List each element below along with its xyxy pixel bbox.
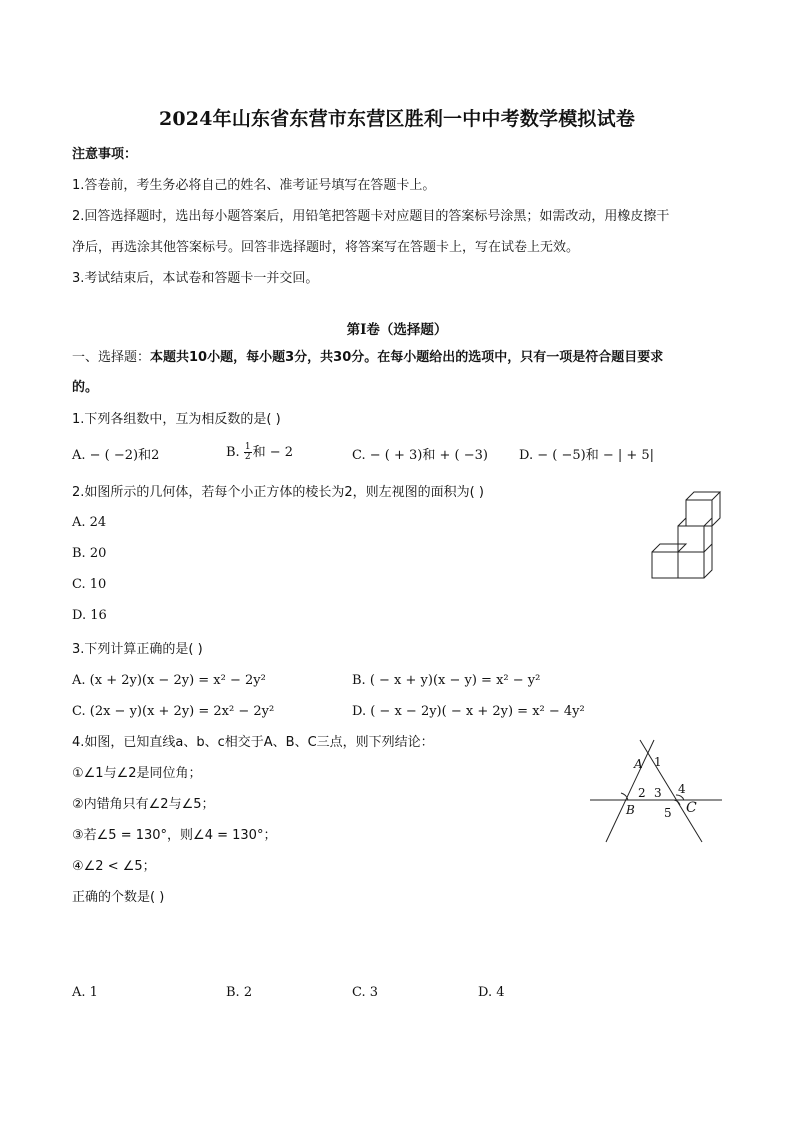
- label-angle-5: 5: [664, 806, 672, 820]
- part1-instructions: [72, 349, 663, 367]
- q1-option-c: C. − ( + 3)和 + ( −3): [352, 448, 488, 463]
- q3-option-a: A. (x + 2y)(x − 2y) = x² − 2y²: [72, 673, 266, 688]
- label-b: B: [626, 803, 635, 817]
- question-3-stem: 3.下列计算正确的是( ): [72, 642, 203, 657]
- q4-statement-3: ③若∠5 = 130°，则∠4 = 130°；: [72, 828, 277, 843]
- question-2-stem: 2.如图所示的几何体，若每个小正方体的棱长为2，则左视图的面积为( ): [72, 485, 484, 500]
- q1-option-a: A. − ( −2)和2: [72, 448, 160, 463]
- q1-option-b-prefix: B.: [226, 445, 240, 460]
- label-angle-2: 2: [638, 786, 646, 800]
- notes-heading: 注意事项：: [72, 147, 138, 162]
- label-angle-1: 1: [654, 755, 662, 769]
- q2-option-a: A. 24: [72, 515, 107, 530]
- intersecting-lines-figure: [588, 738, 724, 844]
- section-heading: 第Ⅰ卷（选择题）: [346, 322, 448, 338]
- q4-ask: 正确的个数是( ): [72, 890, 165, 905]
- q4-statement-1: ①∠1与∠2是同位角；: [72, 766, 202, 781]
- notes-item-1: 1.答卷前，考生务必将自己的姓名、准考证号填写在答题卡上。: [72, 178, 436, 193]
- q4-option-b: B. 2: [226, 985, 253, 1000]
- label-c: C: [686, 800, 697, 816]
- q4-statement-4: ④∠2 < ∠5；: [72, 859, 156, 874]
- part1-text: 本题共10小题，每小题3分，共30分。在每小题给出的选项中，只有一项是符合题目要求: [150, 350, 664, 365]
- notes-item-2: 2.回答选择题时，选出每小题答案后，用铅笔把答题卡对应题目的答案标号涂黑；如需改动，用橡皮擦干: [72, 209, 670, 224]
- q3-option-d: D. ( − x − 2y)( − x + 2y) = x² − 4y²: [352, 704, 585, 719]
- notes-item-3: 3.考试结束后，本试卷和答题卡一并交回。: [72, 271, 319, 286]
- fraction-numerator: 1: [244, 442, 251, 452]
- q4-option-a: A. 1: [72, 985, 98, 1000]
- q2-option-c: C. 10: [72, 577, 107, 592]
- q4-statement-2: ②内错角只有∠2与∠5；: [72, 797, 215, 812]
- q4-option-c: C. 3: [352, 985, 379, 1000]
- q4-option-d: D. 4: [478, 985, 505, 1000]
- label-angle-4: 4: [678, 782, 686, 796]
- q1-option-b-fraction: [244, 443, 252, 462]
- notes-item-2-cont: 净后，再选涂其他答案标号。回答非选择题时，将答案写在答题卡上，写在试卷上无效。: [72, 240, 580, 255]
- cube-stack-figure: [648, 486, 722, 582]
- question-1-stem: 1.下列各组数中，互为相反数的是( ): [72, 412, 281, 427]
- question-4-stem: 4.如图，已知直线a、b、c相交于A、B、C三点，则下列结论：: [72, 735, 434, 750]
- label-a: A: [634, 757, 643, 771]
- label-angle-3: 3: [654, 786, 662, 800]
- q2-option-d: D. 16: [72, 608, 107, 623]
- q1-option-b-rest: 和 − 2: [252, 445, 293, 460]
- page-title: 2024年山东省东营市东营区胜利一中中考数学模拟试卷: [158, 108, 636, 130]
- part1-label: 一、选择题：: [72, 350, 151, 365]
- fraction-denominator: 2: [244, 452, 251, 462]
- q3-option-c: C. (2x − y)(x + 2y) = 2x² − 2y²: [72, 704, 275, 719]
- q1-option-d: D. − ( −5)和 − | + 5|: [519, 448, 655, 463]
- part1-text-cont: 的。: [72, 380, 99, 395]
- q2-option-b: B. 20: [72, 546, 107, 561]
- q1-option-b: [226, 443, 293, 462]
- q3-option-b: B. ( − x + y)(x − y) = x² − y²: [352, 673, 541, 688]
